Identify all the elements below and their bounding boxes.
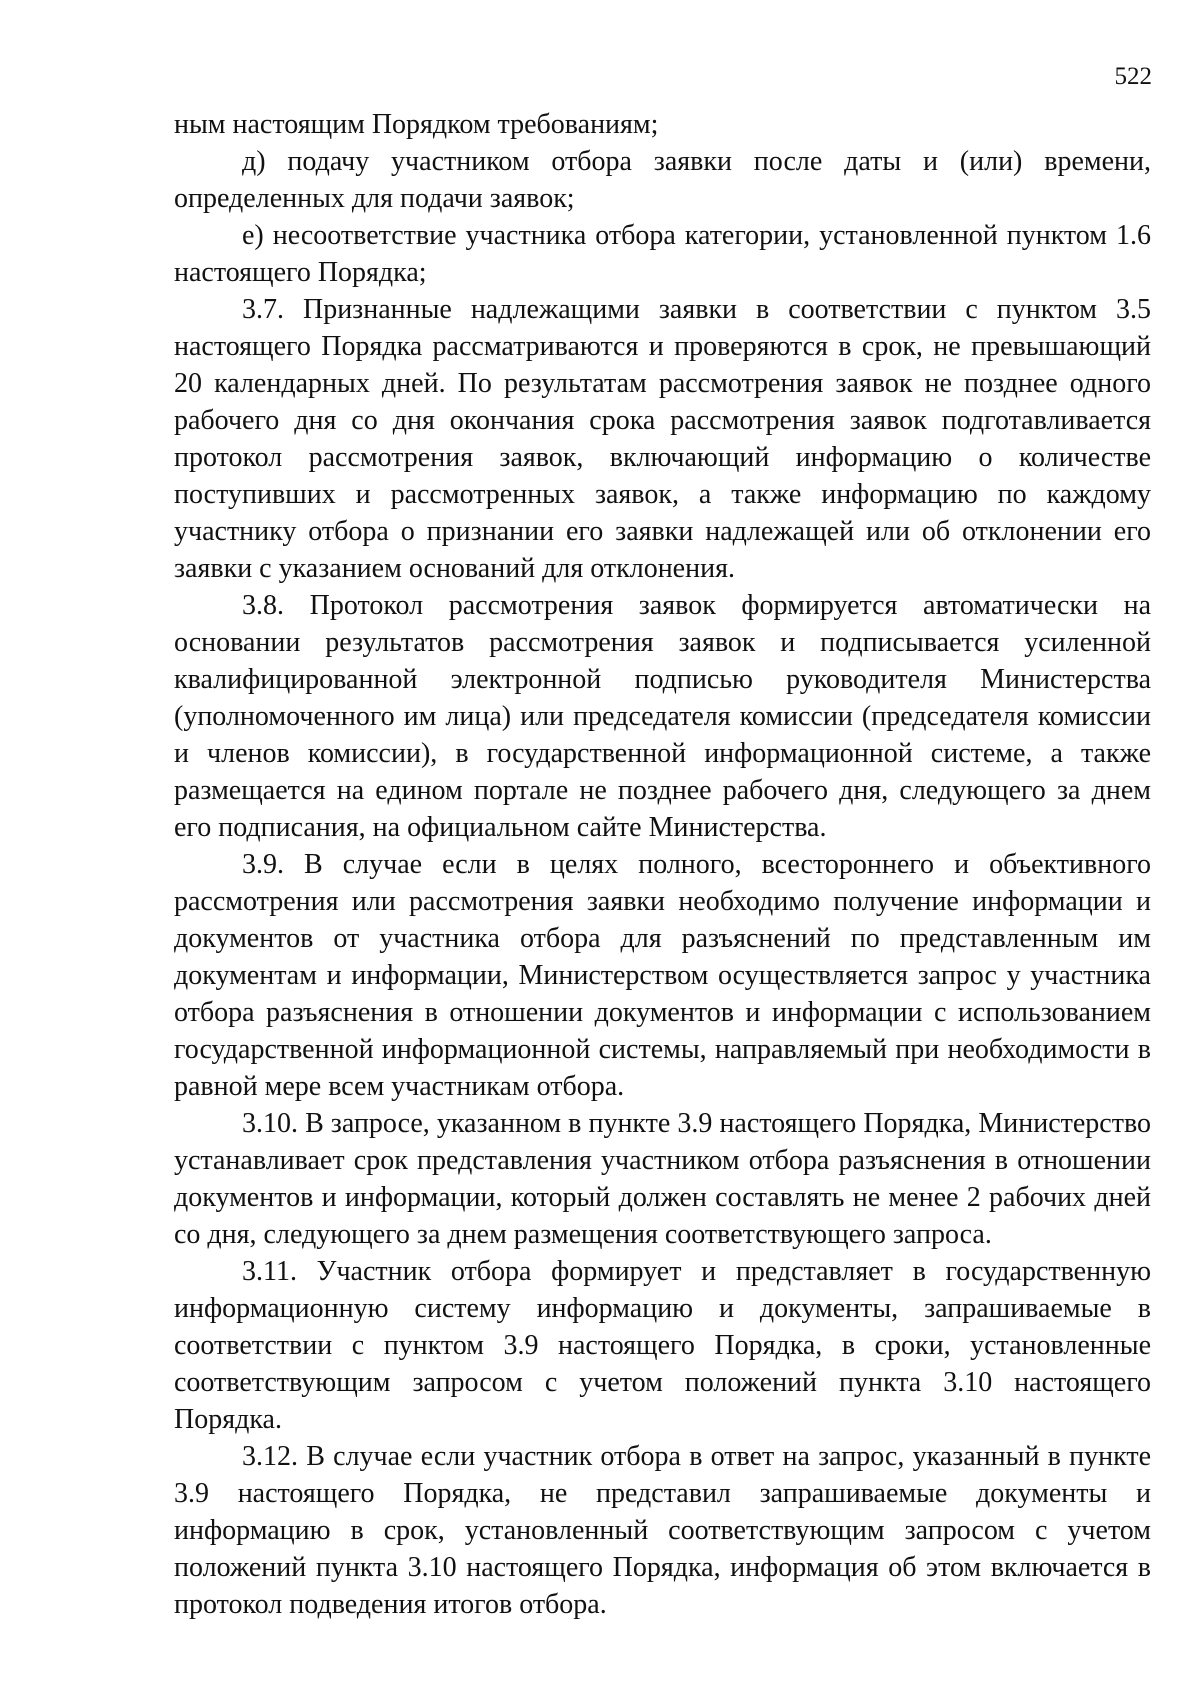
paragraph-3-10: 3.10. В запросе, указанном в пункте 3.9 настоящего Порядка, Министерство устанавливает срок представления участником отбора разъяснения в отношении документов и информации, который должен составлять не менее 2 рабочих дней со дня, следующего за днем размещения соответствующего запроса. <box>174 1108 1151 1250</box>
document-body <box>174 106 1151 1623</box>
paragraph-item-e: е) несоответствие участника отбора категории, установленной пунктом 1.6 настоящего Порядка; <box>174 220 1151 288</box>
paragraph-3-12: 3.12. В случае если участник отбора в ответ на запрос, указанный в пункте 3.9 настоящего Порядка, не представил запрашиваемые документы и информацию в срок, установленный соответствующим запросом с учетом положений пункта 3.10 настоящего Порядка, информация об этом включается в протокол подведения итогов отбора. <box>174 1441 1151 1620</box>
paragraph-continuation: ным настоящим Порядком требованиям; <box>174 109 659 140</box>
paragraph-3-11: 3.11. Участник отбора формирует и представляет в государственную информационную систему информацию и документы, запрашиваемые в соответствии с пунктом 3.9 настоящего Порядка, в сроки, установленные соответствующим запросом с учетом положений пункта 3.10 настоящего Порядка. <box>174 1256 1151 1435</box>
paragraph-3-9: 3.9. В случае если в целях полного, всестороннего и объективного рассмотрения или рассмотрения заявки необходимо получение информации и документов от участника отбора для разъяснений по представленным им документам и информации, Министерством осуществляется запрос у участника отбора разъяснения в отношении документов и информации с использованием государственной информационной системы, направляемый при необходимости в равной мере всем участникам отбора. <box>174 849 1151 1102</box>
paragraph-3-7: 3.7. Признанные надлежащими заявки в соответствии с пунктом 3.5 настоящего Порядка рассматриваются и проверяются в срок, не превышающий 20 календарных дней. По результатам рассмотрения заявок не позднее одного рабочего дня со дня окончания срока рассмотрения заявок подготавливается протокол рассмотрения заявок, включающий информацию о количестве поступивших и рассмотренных заявок, а также информацию по каждому участнику отбора о признании его заявки надлежащей или об отклонении его заявки с указанием оснований для отклонения. <box>174 294 1151 584</box>
paragraph-3-8: 3.8. Протокол рассмотрения заявок формируется автоматически на основании результатов рассмотрения заявок и подписывается усиленной квалифицированной электронной подписью руководителя Министерства (уполномоченного им лица) или председателя комиссии (председателя комиссии и членов комиссии), в государственной информационной системе, а также размещается на едином портале не позднее рабочего дня, следующего за днем его подписания, на официальном сайте Министерства. <box>174 590 1151 843</box>
paragraph-item-d: д) подачу участником отбора заявки после даты и (или) времени, определенных для подачи заявок; <box>174 146 1151 214</box>
page-number: 522 <box>1114 63 1152 90</box>
